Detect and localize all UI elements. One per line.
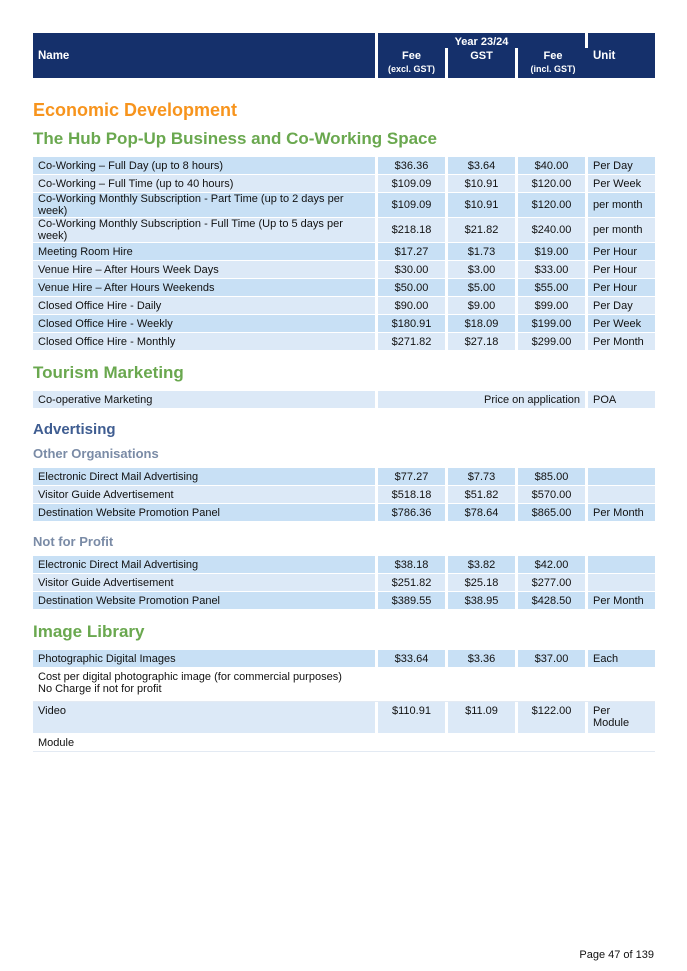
table-row bbox=[33, 504, 655, 522]
row-incl: $122.00 bbox=[518, 702, 588, 734]
heading-hub: The Hub Pop-Up Business and Co-Working Space bbox=[33, 129, 437, 148]
row-unit: Each bbox=[588, 650, 655, 668]
table-row bbox=[33, 650, 655, 668]
table-row bbox=[33, 279, 655, 297]
row-incl: $199.00 bbox=[518, 315, 588, 333]
row-gst: $78.64 bbox=[448, 504, 518, 522]
row-gst: $38.95 bbox=[448, 592, 518, 610]
row-fee: $389.55 bbox=[378, 592, 448, 610]
row-unit: Per Hour bbox=[588, 243, 655, 261]
row-name: Closed Office Hire - Weekly bbox=[33, 315, 378, 333]
cost-note-line2: No Charge if not for profit bbox=[38, 683, 162, 695]
row-unit: POA bbox=[588, 391, 655, 409]
row-incl: $19.00 bbox=[518, 243, 588, 261]
row-unit: Per Month bbox=[588, 333, 655, 351]
row-name: Co-Working – Full Time (up to 40 hours) bbox=[33, 175, 378, 193]
row-cost-note bbox=[33, 668, 655, 702]
row-unit: Per Month bbox=[588, 592, 655, 610]
row-name: Video bbox=[33, 702, 378, 734]
row-incl: $120.00 bbox=[518, 175, 588, 193]
row-name: Destination Website Promotion Panel bbox=[33, 504, 378, 522]
hub-table bbox=[33, 157, 655, 351]
image-library-table bbox=[33, 650, 655, 752]
table-row bbox=[33, 243, 655, 261]
header-year: Year 23/24 bbox=[378, 33, 588, 48]
table-row bbox=[33, 391, 655, 409]
row-fee: $17.27 bbox=[378, 243, 448, 261]
row-gst: $10.91 bbox=[448, 175, 518, 193]
row-name: Venue Hire – After Hours Weekends bbox=[33, 279, 378, 297]
row-fee: $180.91 bbox=[378, 315, 448, 333]
unit-line2: Module bbox=[593, 717, 630, 729]
row-fee: $38.18 bbox=[378, 556, 448, 574]
row-price: Price on application bbox=[378, 391, 588, 409]
row-fee: $271.82 bbox=[378, 333, 448, 351]
row-fee: $218.18 bbox=[378, 218, 448, 243]
unit-line1: Per bbox=[593, 705, 611, 717]
row-unit: Per Month bbox=[588, 504, 655, 522]
row-gst: $10.91 bbox=[448, 193, 518, 218]
row-fee: $30.00 bbox=[378, 261, 448, 279]
row-gst: $21.82 bbox=[448, 218, 518, 243]
table-row bbox=[33, 218, 655, 243]
table-row bbox=[33, 592, 655, 610]
row-unit: per month bbox=[588, 218, 655, 243]
header-gst: GST bbox=[448, 48, 518, 78]
row-incl: $277.00 bbox=[518, 574, 588, 592]
row-incl: $40.00 bbox=[518, 157, 588, 175]
table-row bbox=[33, 734, 655, 752]
row-fee: $36.36 bbox=[378, 157, 448, 175]
table-row bbox=[33, 193, 655, 218]
table-row bbox=[33, 574, 655, 592]
row-unit: Per Day bbox=[588, 157, 655, 175]
heading-image-library: Image Library bbox=[33, 622, 145, 641]
row-name: Meeting Room Hire bbox=[33, 243, 378, 261]
row-unit: Per Week bbox=[588, 175, 655, 193]
row-unit: Per Hour bbox=[588, 279, 655, 297]
page-number: Page 47 of 139 bbox=[579, 949, 654, 961]
row-fee: $109.09 bbox=[378, 193, 448, 218]
row-name: Co-Working – Full Day (up to 8 hours) bbox=[33, 157, 378, 175]
table-row bbox=[33, 175, 655, 193]
heading-tourism: Tourism Marketing bbox=[33, 363, 184, 382]
table-row bbox=[33, 261, 655, 279]
row-gst: $3.36 bbox=[448, 650, 518, 668]
row-gst: $9.00 bbox=[448, 297, 518, 315]
row-unit bbox=[588, 574, 655, 592]
row-name: Destination Website Promotion Panel bbox=[33, 592, 378, 610]
row-name: Visitor Guide Advertisement bbox=[33, 574, 378, 592]
row-name: Co-Working Monthly Subscription - Full Time (Up to 5 days per week) bbox=[33, 218, 378, 243]
row-incl: $570.00 bbox=[518, 486, 588, 504]
row-name: Photographic Digital Images bbox=[33, 650, 378, 668]
row-incl: $299.00 bbox=[518, 333, 588, 351]
row-unit bbox=[588, 702, 655, 734]
row-module: Module bbox=[33, 734, 655, 752]
row-fee: $90.00 bbox=[378, 297, 448, 315]
row-gst: $11.09 bbox=[448, 702, 518, 734]
row-incl: $99.00 bbox=[518, 297, 588, 315]
table-row bbox=[33, 486, 655, 504]
row-fee: $109.09 bbox=[378, 175, 448, 193]
header-name: Name bbox=[33, 33, 378, 78]
row-unit: Per Week bbox=[588, 315, 655, 333]
row-gst: $5.00 bbox=[448, 279, 518, 297]
nfp-table bbox=[33, 556, 655, 610]
header-unit: Unit bbox=[588, 33, 655, 78]
table-row bbox=[33, 315, 655, 333]
table-row bbox=[33, 556, 655, 574]
row-name: Venue Hire – After Hours Week Days bbox=[33, 261, 378, 279]
row-gst: $3.64 bbox=[448, 157, 518, 175]
heading-economic-development: Economic Development bbox=[33, 100, 238, 120]
row-fee: $110.91 bbox=[378, 702, 448, 734]
table-row bbox=[33, 702, 655, 734]
row-unit: Per Hour bbox=[588, 261, 655, 279]
row-fee: $50.00 bbox=[378, 279, 448, 297]
row-gst: $3.00 bbox=[448, 261, 518, 279]
row-unit bbox=[588, 486, 655, 504]
row-unit: per month bbox=[588, 193, 655, 218]
row-incl: $37.00 bbox=[518, 650, 588, 668]
row-fee: $518.18 bbox=[378, 486, 448, 504]
row-name: Electronic Direct Mail Advertising bbox=[33, 468, 378, 486]
row-incl: $55.00 bbox=[518, 279, 588, 297]
heading-not-for-profit: Not for Profit bbox=[33, 534, 114, 549]
row-name: Co-Working Monthly Subscription - Part Time (up to 2 days per week) bbox=[33, 193, 378, 218]
row-name: Co-operative Marketing bbox=[33, 391, 378, 409]
row-name: Closed Office Hire - Daily bbox=[33, 297, 378, 315]
row-name: Electronic Direct Mail Advertising bbox=[33, 556, 378, 574]
row-gst: $3.82 bbox=[448, 556, 518, 574]
row-fee: $251.82 bbox=[378, 574, 448, 592]
row-fee: $33.64 bbox=[378, 650, 448, 668]
row-incl: $120.00 bbox=[518, 193, 588, 218]
row-incl: $85.00 bbox=[518, 468, 588, 486]
row-gst: $25.18 bbox=[448, 574, 518, 592]
row-incl: $33.00 bbox=[518, 261, 588, 279]
row-gst: $18.09 bbox=[448, 315, 518, 333]
row-gst: $51.82 bbox=[448, 486, 518, 504]
row-name: Visitor Guide Advertisement bbox=[33, 486, 378, 504]
table-row bbox=[33, 297, 655, 315]
row-unit: Per Day bbox=[588, 297, 655, 315]
other-orgs-table bbox=[33, 468, 655, 522]
row-fee: $786.36 bbox=[378, 504, 448, 522]
row-fee: $77.27 bbox=[378, 468, 448, 486]
heading-advertising: Advertising bbox=[33, 421, 116, 438]
header-fee-excl: Fee (excl. GST) bbox=[378, 48, 448, 78]
header-fee-incl: Fee (incl. GST) bbox=[518, 48, 588, 78]
tourism-table bbox=[33, 391, 655, 409]
row-incl: $865.00 bbox=[518, 504, 588, 522]
row-incl: $240.00 bbox=[518, 218, 588, 243]
row-unit bbox=[588, 468, 655, 486]
table-row bbox=[33, 157, 655, 175]
table-row bbox=[33, 668, 655, 702]
table-row bbox=[33, 333, 655, 351]
row-incl: $42.00 bbox=[518, 556, 588, 574]
row-gst: $1.73 bbox=[448, 243, 518, 261]
cost-note-line1: Cost per digital photographic image (for commercial purposes) bbox=[38, 671, 342, 683]
row-gst: $27.18 bbox=[448, 333, 518, 351]
row-name: Closed Office Hire - Monthly bbox=[33, 333, 378, 351]
table-row bbox=[33, 468, 655, 486]
row-unit bbox=[588, 556, 655, 574]
row-incl: $428.50 bbox=[518, 592, 588, 610]
header-table bbox=[33, 33, 655, 78]
heading-other-organisations: Other Organisations bbox=[33, 446, 159, 461]
fee-schedule-page bbox=[33, 33, 655, 752]
row-gst: $7.73 bbox=[448, 468, 518, 486]
